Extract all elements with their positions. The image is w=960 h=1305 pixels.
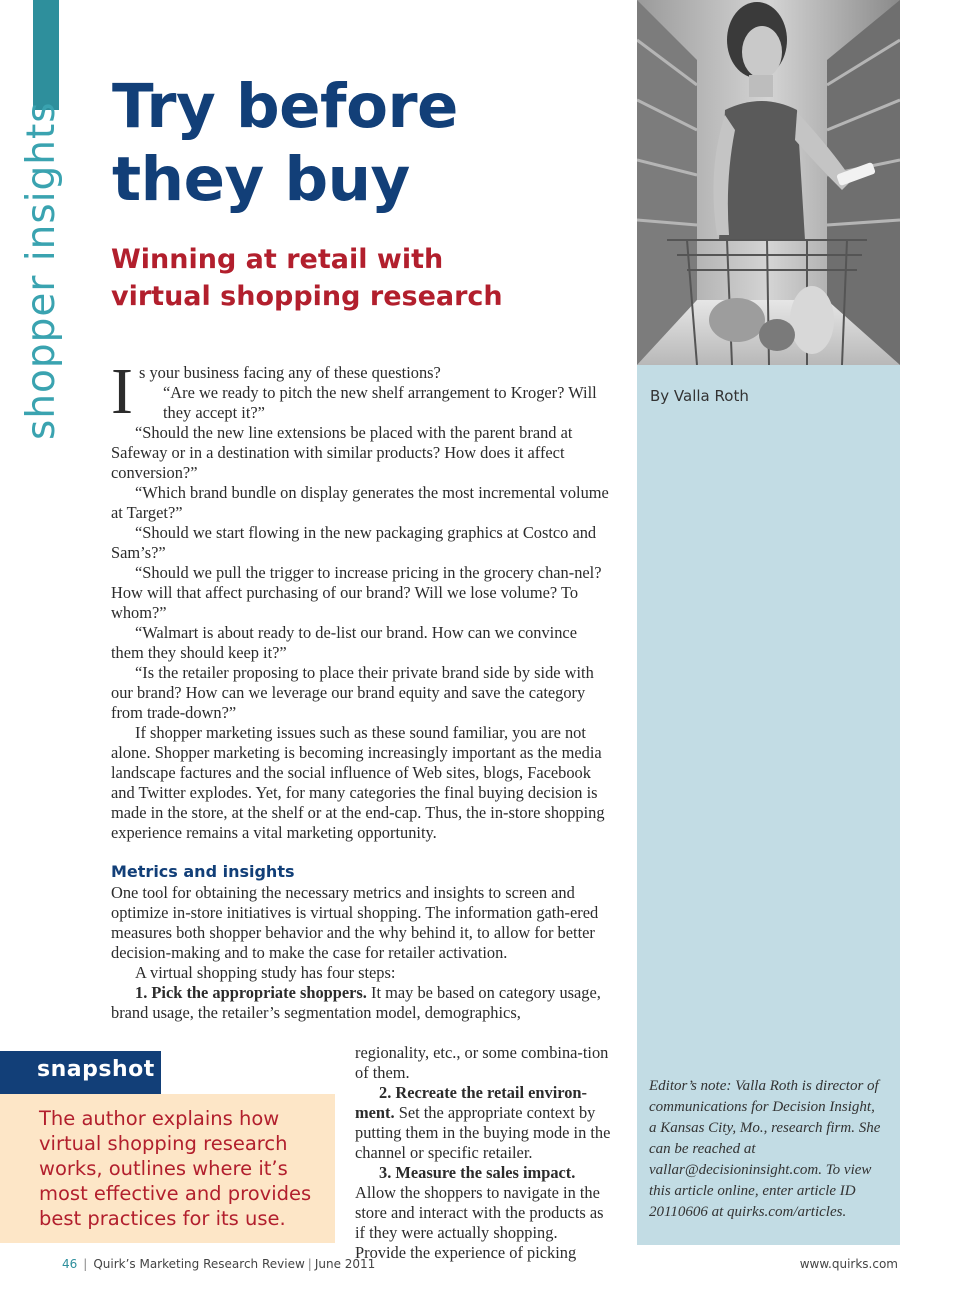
- editor-note: Editor’s note: Valla Roth is director of communications for Decision Insight, a Kansas City, Mo., research firm. She can be reached at vallar@decisioninsight.com. To view this article online, enter article ID 20110606 at quirks.com/articles.: [649, 1078, 881, 1220]
- step-3: [355, 1163, 611, 1263]
- step-2: [355, 1083, 611, 1163]
- snapshot-tab: [0, 1051, 161, 1094]
- publication-name: Quirk’s Marketing Research Review: [93, 1257, 305, 1271]
- paragraph-steps: A virtual shopping study has four steps:: [135, 963, 396, 982]
- question-1: “Are we ready to pitch the new shelf arrangement to Kroger? Will they accept it?”: [163, 383, 597, 422]
- step-3-text: Allow the shoppers to navigate in the store and interact with the products as if they were actually shopping. Provide the experience of picking: [355, 1183, 604, 1262]
- section-heading-metrics: Metrics and insights: [111, 862, 295, 881]
- byline: By Valla Roth: [650, 387, 749, 405]
- article-body-column-1: [111, 355, 611, 1023]
- question-4: “Should we start flowing in the new packaging graphics at Costco and Sam’s?”: [111, 523, 597, 562]
- step-3-label: 3. Measure the sales impact.: [379, 1163, 576, 1182]
- step-2-label: 2. Recreate the retail environ-ment.: [355, 1083, 588, 1122]
- footer-separator: |: [83, 1257, 88, 1271]
- step-1-text: It may be based on category usage, brand usage, the retailer’s segmentation model, demographics,: [111, 983, 601, 1022]
- intro-text: s your business facing any of these questions?: [138, 363, 441, 382]
- headline: [112, 70, 458, 216]
- issue-date: June 2011: [314, 1257, 376, 1271]
- paragraph-tool: One tool for obtaining the necessary metrics and insights to screen and optimize in-store initiatives is virtual shopping. The information gath-ered measures both shopper behavior and the why behind it, to allow for better decision-making and to make the case for retailer activation.: [111, 883, 599, 962]
- step-2-text: Set the appropriate context by putting them in the buying mode in the channel or specific retailer.: [355, 1103, 611, 1162]
- step-1-continued: regionality, etc., or some combina-tion of them.: [355, 1043, 609, 1082]
- step-1: [111, 983, 611, 1023]
- page-number: 46: [62, 1257, 78, 1271]
- section-accent-bar: [33, 0, 59, 110]
- snapshot-text: The author explains how virtual shopping research works, outlines where it’s most effective and provides best practices for its use.: [39, 1107, 312, 1230]
- step-1-label: 1. Pick the appropriate shoppers.: [135, 983, 367, 1002]
- question-6: “Walmart is about ready to de-list our brand. How can we convince them they should keep it?”: [111, 623, 577, 662]
- subheadline: Winning at retail with virtual shopping research: [111, 244, 503, 312]
- footer-separator: |: [307, 1257, 312, 1271]
- website-link[interactable]: www.quirks.com: [799, 1257, 898, 1271]
- snapshot-title: snapshot: [37, 1057, 155, 1082]
- snapshot-notch: [161, 1051, 335, 1094]
- sidebar-panel: [637, 365, 900, 1245]
- question-3: “Which brand bundle on display generates the most incremental volume at Target?”: [111, 483, 609, 522]
- paragraph-familiar: If shopper marketing issues such as these sound familiar, you are not alone. Shopper marketing is becoming increasingly important as the media landscape factures and the social influence of Web sites, blogs, Facebook and Twitter explodes. Yet, for many categories the final buying decision is made in the store, at the shelf or at the end-cap. Thus, the in-store shopping experience remains a vital marketing opportunity.: [111, 723, 605, 842]
- question-7: “Is the retailer proposing to place their private brand side by side with our brand? How can we leverage our brand equity and save the category from trade-down?”: [111, 663, 594, 722]
- footer-left: [62, 1257, 375, 1271]
- drop-cap: I: [111, 355, 133, 428]
- snapshot-box: [0, 1051, 335, 1243]
- question-2: “Should the new line extensions be placed with the parent brand at Safeway or in a destination with similar products? How does it affect conversion?”: [111, 423, 573, 482]
- section-label: shopper insights: [19, 101, 64, 440]
- headline-line-1: Try before: [112, 71, 458, 142]
- woman-shopping-cart-photo: [637, 0, 900, 365]
- article-body-column-2: [355, 1043, 611, 1263]
- headline-line-2: they buy: [112, 144, 410, 215]
- question-5: “Should we pull the trigger to increase pricing in the grocery chan-nel? How will that affect purchasing of our brand? Will we lose volume? To whom?”: [111, 563, 602, 622]
